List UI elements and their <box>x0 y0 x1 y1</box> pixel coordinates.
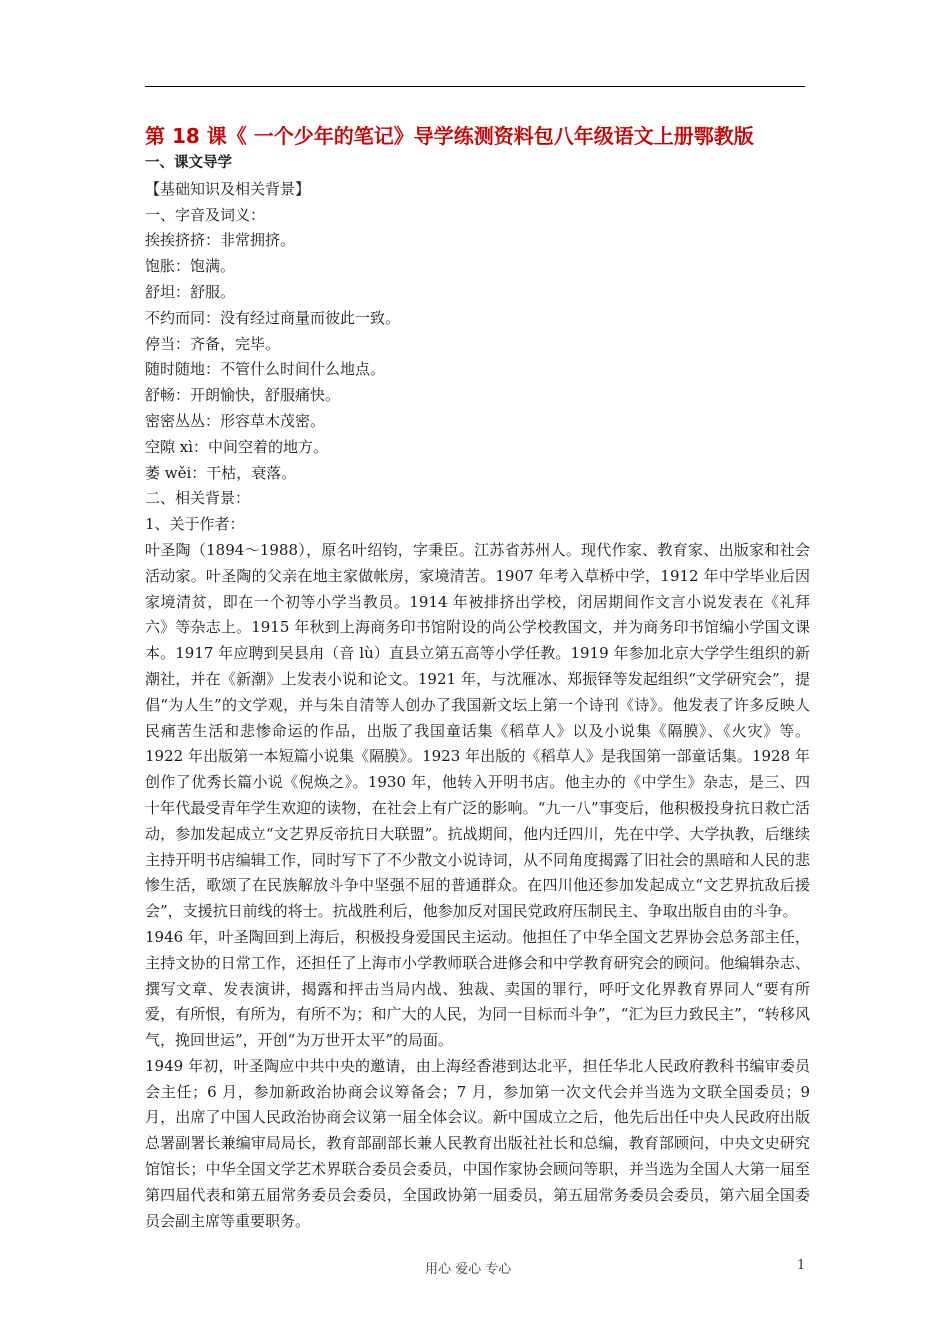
vocab-item: 饱胀：饱满。 <box>145 257 236 276</box>
vocab-item: 不约而同：没有经过商量而彼此一致。 <box>145 308 401 327</box>
vocab-item: 挨挨挤挤：非常拥挤。 <box>145 231 296 250</box>
document-body <box>145 151 810 1234</box>
paragraph: 1946 年，叶圣陶回到上海后，积极投身爱国民主运动。他担任了中华全国文艺界协会总务部主任，主持文协的日常工作，还担任了上海市小学教师联合进修会和中学教育研究会的顾问。他编辑杂志、撰写文章、发表演讲，揭露和抨击当局内战、独裁、卖国的罪行，呼吁文化界教育界同人“要有所爱，有所恨，有所为，有所不为；和广大的人民，为同一目标而斗争”，“汇为巨力致民主”，“转移风气，挽回世运”，开创“为万世开太平”的局面。 <box>145 927 810 1050</box>
vocab-item: 舒畅：开朗愉快，舒服痛快。 <box>145 386 341 405</box>
background-heading: 二、相关背景： <box>145 489 251 508</box>
subheading: 【基础知识及相关背景】 <box>145 179 311 198</box>
vocab-item: 舒坦：舒服。 <box>145 282 236 301</box>
footer-slogan: 用心 爱心 专心 <box>425 1262 512 1277</box>
section-heading: 一、课文导学 <box>145 155 232 171</box>
vocab-heading: 一、字音及词义： <box>145 205 266 224</box>
page-number: 1 <box>797 1258 806 1273</box>
header-rule <box>145 86 805 87</box>
vocab-item: 停当：齐备，完毕。 <box>145 334 281 353</box>
paragraph: 1949 年初，叶圣陶应中共中央的邀请，由上海经香港到达北平，担任华北人民政府教科书编审委员会主任；6 月，参加新政治协商会议筹备会；7 月，参加第一次文代会并当选为文联全国委员；9 月，出席了中国人民政治协商会议第一届全体会议。新中国成立之后，他先后出任中央人民政府出版总署副署长兼编审局局长，教育部副部长兼人民教育出版社社长和总编，教育部顾问，中央文史研究馆馆长；中华全国文学艺术界联合委员会委员，中国作家协会顾问等职，并当选为全国人大第一届至第四届代表和第五届常务委员会委员，全国政协第一届委员，第五届常务委员会委员，第六届全国委员会副主席等重要职务。 <box>145 1056 810 1230</box>
vocab-item: 空隙 xì：中间空着的地方。 <box>145 437 329 456</box>
vocab-item: 随时随地：不管什么时间什么地点。 <box>145 360 386 379</box>
paragraph: 叶圣陶（1894～1988），原名叶绍钧，字秉臣。江苏省苏州人。现代作家、教育家、出版家和社会活动家。叶圣陶的父亲在地主家做帐房，家境清苦。1907 年考入草桥中学，1912 年中学毕业后因家境清贫，即在一个初等小学当教员。1914 年被排挤出学校，闭居期间作文言小说发表在《礼拜六》等杂志上。1915 年秋到上海商务印书馆附设的尚公学校教国文，并为商务印书馆编小学国文课本。1917 年应聘到吴县甪（音 lù）直县立第五高等小学任教。1919 年参加北京大学学生组织的新潮社，并在《新潮》上发表小说和论文。1921 年，与沈雁冰、郑振铎等发起组织“文学研究会”，提倡“为人生”的文学观，并与朱自清等人创办了我国新文坛上第一个诗刊《诗》。他发表了许多反映人民痛苦生活和悲惨命运的作品，出版了我国童话集《稻草人》以及小说集《隔膜》、《火灾》等。1922 年出版第一本短篇小说集《隔膜》。1923 年出版的《稻草人》是我国第一部童话集。1928 年创作了优秀长篇小说《倪焕之》。1930 年，他转入开明书店。他主办的《中学生》杂志，是三、四十年代最受青年学生欢迎的读物，在社会上有广泛的影响。“九一八”事变后，他积极投身抗日救亡活动，参加发起成立“文艺界反帝抗日大联盟”。抗战期间，他内迁四川，先在中学、大学执教，后继续主持开明书店编辑工作，同时写下了不少散文小说诗词，从不同角度揭露了旧社会的黑暗和人民的悲惨生活，歌颂了在民族解放斗争中坚强不屈的普通群众。在四川他还参加发起成立“文艺界抗敌后援会”，支援抗日前线的将士。抗战胜利后，他参加反对国民党政府压制民主、争取出版自由的斗争。 <box>145 540 810 921</box>
vocab-item: 密密丛丛：形容草木茂密。 <box>145 411 326 430</box>
vocab-list <box>145 228 810 486</box>
vocab-item: 萎 wěi：干枯，衰落。 <box>145 463 297 482</box>
document-title: 第 18 课《 一个少年的笔记》导学练测资料包八年级语文上册鄂教版 <box>145 124 754 148</box>
author-heading: 1、关于作者： <box>145 515 245 534</box>
